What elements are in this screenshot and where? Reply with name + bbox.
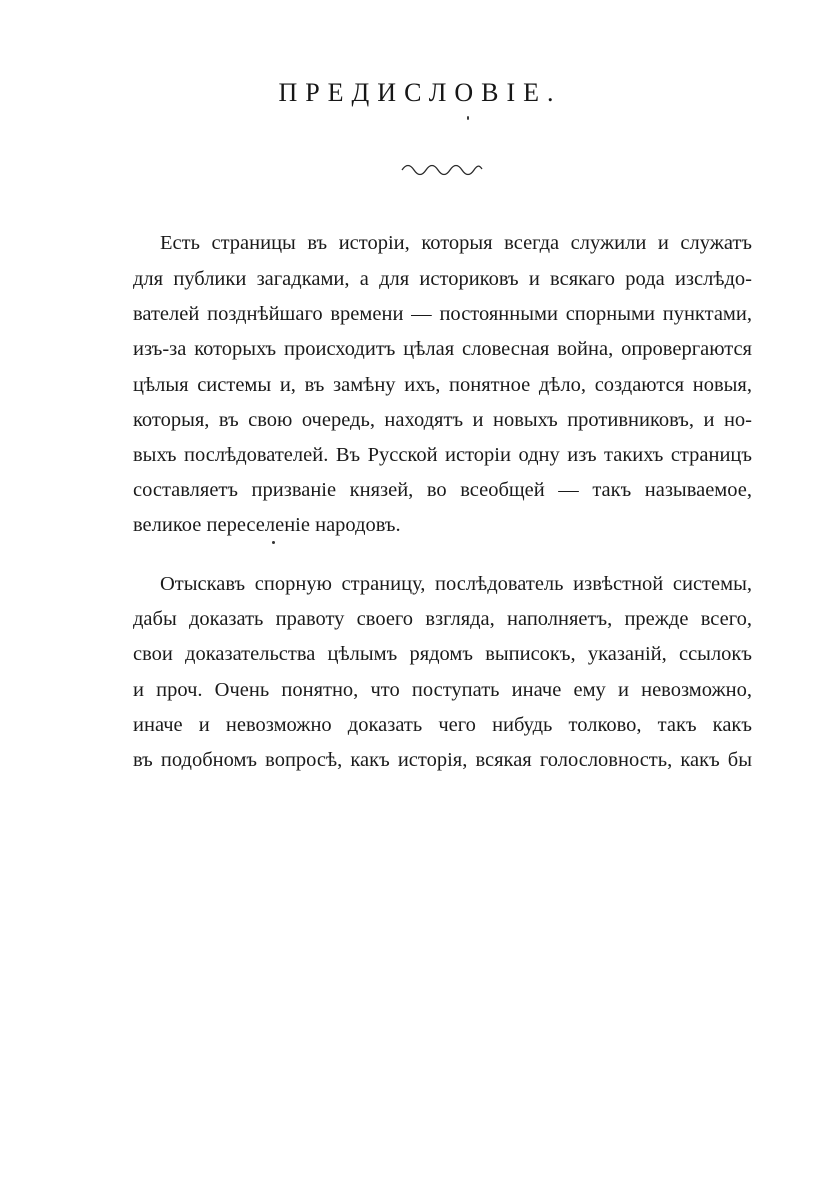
ink-speck	[272, 541, 275, 544]
paragraph-2-line-3: свои доказательства цѣлымъ рядомъ выписокъ, указаній, ссылокъ	[133, 643, 752, 665]
paragraph-2-line-1: Отыскавъ спорную страницу, послѣдователь извѣстной системы,	[160, 573, 752, 595]
paragraph-2-line-5: иначе и невозможно доказать чего нибудь толково, такъ какъ	[133, 714, 752, 736]
paragraph-2-line-2: дабы доказать правоту своего взгляда, наполняетъ, прежде всего,	[133, 608, 752, 630]
ink-speck	[467, 116, 469, 120]
paragraph-1-line-2: для публики загадками, а для историковъ и всякаго рода изслѣдо-	[133, 268, 752, 290]
paragraph-2-line-4: и проч. Очень понятно, что поступать иначе ему и невозможно,	[133, 679, 752, 701]
paragraph-1-line-8: составляетъ призваніе князей, во всеобщей — такъ называемое,	[133, 479, 752, 501]
paragraph-1-line-1: Есть страницы въ исторіи, которыя всегда служили и служатъ	[160, 232, 752, 254]
paragraph-1-line-9: великое переселеніе народовъ.	[133, 514, 401, 536]
page-title: ПРЕДИСЛОВІЕ.	[278, 78, 562, 107]
paragraph-1-line-3: вателей позднѣйшаго времени — постоянными спорными пунктами,	[133, 303, 752, 325]
paragraph-2-line-6: въ подобномъ вопросѣ, какъ исторія, всякая голословность, какъ бы	[133, 749, 752, 771]
decorative-ornament-icon	[400, 160, 484, 180]
paragraph-1-line-4: изъ-за которыхъ происходитъ цѣлая словесная война, опровергаются	[133, 338, 752, 360]
paragraph-1-line-7: выхъ послѣдователей. Въ Русской исторіи одну изъ такихъ страницъ	[133, 444, 752, 466]
paragraph-1-line-6: которыя, въ свою очередь, находятъ и новыхъ противниковъ, и но-	[133, 409, 752, 431]
paragraph-1-line-5: цѣлыя системы и, въ замѣну ихъ, понятное дѣло, создаются новыя,	[133, 374, 752, 396]
